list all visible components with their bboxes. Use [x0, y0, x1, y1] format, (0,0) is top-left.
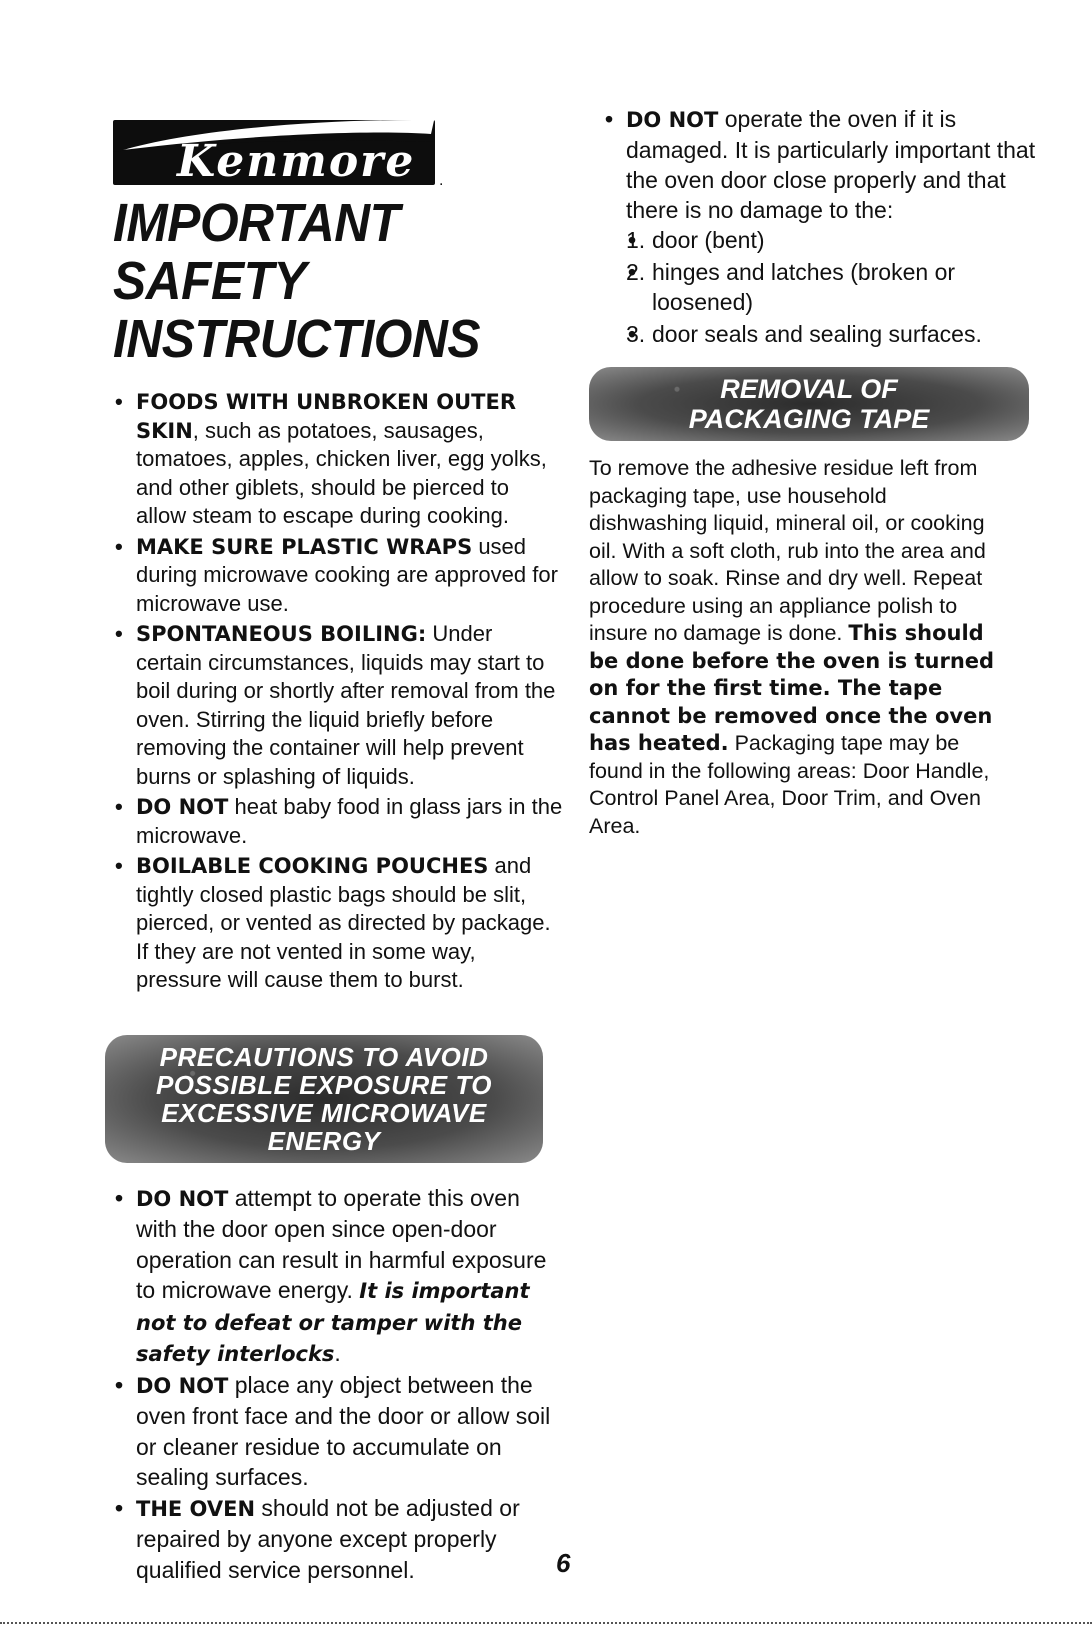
- page-number: 6: [556, 1548, 571, 1578]
- bullet-text: , such as potatoes, sausages, tomatoes, apples, chicken liver, egg yolks, and other giblets, should be pierced to allow steam to escape during cooking.: [136, 417, 547, 528]
- bullet-lead: DO NOT: [626, 108, 719, 132]
- banner-line: POSSIBLE EXPOSURE TO: [155, 1069, 493, 1100]
- item-text: door seals and sealing surfaces.: [652, 321, 982, 347]
- list-item: [603, 104, 1043, 349]
- banner-line: PACKAGING TAPE: [688, 404, 930, 434]
- bullet-text: Under certain circumstances, liquids may start to boil during or shortly after removal from the oven. Stirring the liquid briefly before removing the container will help prevent burns or splashing of liquids.: [136, 621, 556, 789]
- list-item: [113, 793, 563, 850]
- banner-line: PRECAUTIONS TO AVOID: [159, 1041, 489, 1072]
- bullet-emphasis: It is important not to defeat or tamper with the safety interlocks: [136, 1279, 530, 1366]
- banner-line: EXCESSIVE MICROWAVE: [161, 1097, 487, 1128]
- removal-banner: [589, 367, 1029, 441]
- list-item: [113, 533, 563, 619]
- precaution-bullet-list: [113, 1183, 563, 1586]
- list-item: [113, 620, 563, 791]
- bullet-text: and tightly closed plastic bags should be slit, pierced, or vented as directed by package. If they are not vented in some way, pressure will cause them to burst.: [136, 853, 551, 992]
- banner-line: ENERGY: [267, 1125, 381, 1156]
- list-item: [113, 1183, 563, 1370]
- damage-list: [626, 225, 1043, 349]
- bullet-lead: DO NOT: [136, 1373, 229, 1398]
- list-item: [113, 388, 563, 531]
- bullet-lead: DO NOT: [136, 795, 229, 819]
- damage-item: [626, 319, 1043, 349]
- list-item: [113, 1493, 563, 1586]
- list-item: [113, 852, 563, 995]
- item-number: • 3.: [626, 321, 646, 347]
- bullet-text: used during microwave cooking are approved for microwave use.: [136, 533, 558, 616]
- damage-item: [626, 257, 1043, 317]
- precautions-banner: [105, 1035, 543, 1163]
- bullet-text: heat baby food in glass jars in the microwave.: [136, 794, 563, 848]
- kenmore-logo: [113, 112, 443, 190]
- title-line-2: INSTRUCTIONS: [113, 309, 481, 369]
- damage-item: [626, 225, 1043, 255]
- item-text: door (bent): [652, 227, 765, 253]
- item-number: • 2.: [626, 259, 646, 285]
- bullet-lead: DO NOT: [136, 1186, 229, 1211]
- removal-warning: This should be done before the oven is turned on for the first time. The tape cannot be removed once the oven has heated.: [589, 621, 995, 755]
- page-bottom-rule: [0, 1622, 1092, 1624]
- item-number: • 1.: [626, 227, 646, 253]
- bullet-tail: .: [334, 1340, 341, 1366]
- bullet-text: operate the oven if it is damaged. It is particularly important that the oven door close properly and that there is no damage to the:: [626, 106, 1036, 223]
- bullet-text: place any object between the oven front face and the door or allow soil or cleaner residue to accumulate on sealing surfaces.: [136, 1371, 551, 1490]
- title-line-1: IMPORTANT SAFETY: [113, 193, 400, 311]
- bullet-lead: BOILABLE COOKING POUCHES: [136, 854, 489, 878]
- logo-wordmark: Kenmore: [177, 136, 416, 187]
- logo-period: .: [439, 172, 444, 189]
- item-text: hinges and latches (broken or loosened): [652, 259, 956, 315]
- bullet-text: should not be adjusted or repaired by anyone except properly qualified service personnel.: [136, 1494, 520, 1583]
- page-title: [113, 194, 527, 368]
- bullet-lead: SPONTANEOUS BOILING:: [136, 622, 427, 646]
- left-column: [113, 112, 563, 1585]
- banner-line: REMOVAL OF: [720, 374, 898, 404]
- bullet-lead: THE OVEN: [136, 1496, 256, 1521]
- bullet-lead: MAKE SURE PLASTIC WRAPS: [136, 534, 473, 559]
- safety-bullet-list: [113, 388, 563, 995]
- damage-bullet: [603, 104, 1043, 349]
- list-item: [113, 1370, 563, 1493]
- removal-areas: Packaging tape may be found in the following areas: Door Handle, Control Panel Area, Door Trim, and Oven Area.: [589, 731, 990, 838]
- removal-text: To remove the adhesive residue left from packaging tape, use household dishwashing liquid, mineral oil, or cooking oil. With a soft cloth, rub into the area and allow to soak. Rinse and dry well. Repeat procedure using an appliance polish to insure no damage is done.: [589, 456, 986, 645]
- bullet-lead: FOODS WITH UNBROKEN OUTER SKIN: [136, 390, 517, 443]
- removal-paragraph: [589, 455, 1009, 840]
- right-column: [589, 104, 1043, 840]
- bullet-text: attempt to operate this oven with the door open since open-door operation can result in harmful exposure to microwave energy.: [136, 1184, 547, 1303]
